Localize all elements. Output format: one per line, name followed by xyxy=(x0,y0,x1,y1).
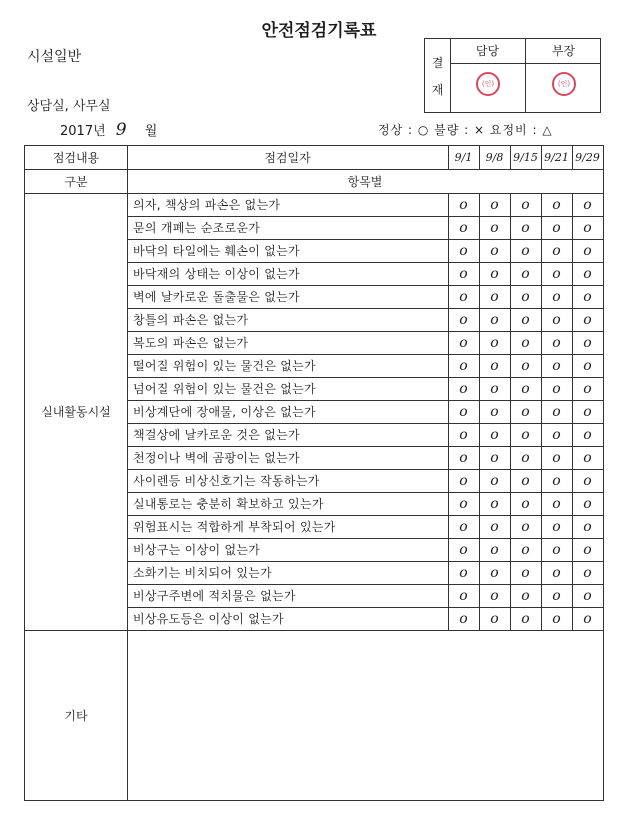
inspection-mark: o xyxy=(490,357,499,374)
inspection-item: 문의 개폐는 순조로운가 xyxy=(133,221,261,235)
inspection-mark: o xyxy=(490,449,499,466)
inspection-item: 천정이나 벽에 곰팡이는 없는가 xyxy=(133,451,300,465)
inspection-mark: o xyxy=(583,426,592,443)
inspection-mark: o xyxy=(521,587,530,604)
inspection-item: 위험표시는 적합하게 부착되어 있는가 xyxy=(133,520,336,534)
inspection-mark: o xyxy=(583,196,592,213)
inspection-mark: o xyxy=(459,587,468,604)
inspection-item: 비상구주변에 적치물은 없는가 xyxy=(133,589,296,603)
approval-label xyxy=(425,39,451,112)
inspection-mark: o xyxy=(459,495,468,512)
header-content: 점검내용 xyxy=(52,151,100,165)
inspection-mark: o xyxy=(583,587,592,604)
header-dates: 점검일자 xyxy=(264,151,311,165)
inspection-mark: o xyxy=(490,219,499,236)
inspection-item: 비상구는 이상이 없는가 xyxy=(133,543,261,557)
facility-label: 시설일반 xyxy=(27,49,82,65)
category-label: 실내활동시설 xyxy=(41,405,111,419)
inspection-mark: o xyxy=(521,196,530,213)
approval-role-staff: 담당 xyxy=(450,39,525,64)
inspection-mark: o xyxy=(583,564,592,581)
inspection-mark: o xyxy=(521,334,530,351)
inspection-item: 비상계단에 장애물, 이상은 없는가 xyxy=(133,405,316,419)
inspection-mark: o xyxy=(490,587,499,604)
inspection-mark: o xyxy=(583,219,592,236)
inspection-mark: o xyxy=(490,541,499,558)
inspection-mark: o xyxy=(552,265,561,282)
approval-col-staff xyxy=(450,39,526,112)
inspection-mark: o xyxy=(521,403,530,420)
inspection-mark: o xyxy=(552,472,561,489)
approval-stamp-manager: (인) xyxy=(552,72,576,96)
inspection-item: 실내통로는 충분히 확보하고 있는가 xyxy=(133,497,324,511)
inspection-mark: o xyxy=(459,288,468,305)
inspection-mark: o xyxy=(459,242,468,259)
header-date: 9/21 xyxy=(544,151,569,164)
approval-label-bottom: 재 xyxy=(431,82,444,97)
header-date: 9/29 xyxy=(575,151,600,164)
inspection-mark: o xyxy=(521,564,530,581)
year-month xyxy=(60,120,157,140)
inspection-item: 소화기는 비치되어 있는가 xyxy=(133,566,273,580)
inspection-mark: o xyxy=(583,403,592,420)
inspection-mark: o xyxy=(552,242,561,259)
inspection-mark: o xyxy=(459,403,468,420)
inspection-mark: o xyxy=(490,265,499,282)
inspection-mark: o xyxy=(459,311,468,328)
inspection-mark: o xyxy=(583,495,592,512)
inspection-mark: o xyxy=(521,311,530,328)
approval-label-top: 결 xyxy=(431,55,444,70)
inspection-mark: o xyxy=(459,357,468,374)
inspection-item: 복도의 파손은 없는가 xyxy=(133,336,249,350)
inspection-mark: o xyxy=(583,311,592,328)
inspection-mark: o xyxy=(552,357,561,374)
approval-col-manager xyxy=(526,39,601,112)
approval-box xyxy=(424,38,601,113)
inspection-mark: o xyxy=(459,518,468,535)
inspection-mark: o xyxy=(459,380,468,397)
inspection-mark: o xyxy=(490,518,499,535)
inspection-mark: o xyxy=(552,449,561,466)
inspection-mark: o xyxy=(459,564,468,581)
header-items: 항목별 xyxy=(347,174,383,189)
inspection-mark: o xyxy=(552,403,561,420)
inspection-mark: o xyxy=(459,219,468,236)
inspection-mark: o xyxy=(521,380,530,397)
inspection-item: 벽에 날카로운 돌출물은 없는가 xyxy=(133,290,300,304)
inspection-mark: o xyxy=(490,564,499,581)
inspection-item: 바닥재의 상태는 이상이 없는가 xyxy=(133,267,300,281)
mark-legend: 정상 : ○ 불량 : × 요정비 : △ xyxy=(378,123,553,137)
inspection-mark: o xyxy=(583,334,592,351)
inspection-mark: o xyxy=(552,518,561,535)
inspection-mark: o xyxy=(552,380,561,397)
inspection-mark: o xyxy=(552,541,561,558)
inspection-mark: o xyxy=(459,196,468,213)
inspection-mark: o xyxy=(583,518,592,535)
inspection-mark: o xyxy=(459,610,468,627)
inspection-mark: o xyxy=(490,311,499,328)
inspection-mark: o xyxy=(552,610,561,627)
inspection-mark: o xyxy=(583,357,592,374)
inspection-mark: o xyxy=(552,495,561,512)
approval-stamp-staff: (인) xyxy=(476,72,500,96)
inspection-item: 창틀의 파손은 없는가 xyxy=(133,313,249,327)
inspection-mark: o xyxy=(583,541,592,558)
inspection-mark: o xyxy=(521,288,530,305)
rooms-label: 상담실, 사무실 xyxy=(27,99,111,114)
inspection-mark: o xyxy=(459,472,468,489)
inspection-mark: o xyxy=(459,449,468,466)
inspection-mark: o xyxy=(552,311,561,328)
header-category: 구분 xyxy=(64,174,88,189)
inspection-mark: o xyxy=(583,242,592,259)
header-date: 9/1 xyxy=(454,151,473,164)
inspection-mark: o xyxy=(521,541,530,558)
inspection-mark: o xyxy=(583,449,592,466)
header-date: 9/15 xyxy=(513,151,538,164)
inspection-mark: o xyxy=(459,265,468,282)
inspection-mark: o xyxy=(583,288,592,305)
inspection-mark: o xyxy=(521,449,530,466)
inspection-mark: o xyxy=(490,196,499,213)
inspection-mark: o xyxy=(490,242,499,259)
inspection-mark: o xyxy=(521,426,530,443)
inspection-item: 비상유도등은 이상이 없는가 xyxy=(133,612,284,626)
inspection-mark: o xyxy=(552,196,561,213)
inspection-mark: o xyxy=(490,472,499,489)
inspection-mark: o xyxy=(459,334,468,351)
inspection-item: 넘어질 위험이 있는 물건은 없는가 xyxy=(133,382,316,396)
inspection-item: 바닥의 타일에는 훼손이 없는가 xyxy=(133,244,300,258)
inspection-mark: o xyxy=(583,380,592,397)
inspection-mark: o xyxy=(552,219,561,236)
inspection-item: 사이렌등 비상신호기는 작동하는가 xyxy=(133,474,320,488)
inspection-mark: o xyxy=(521,610,530,627)
inspection-mark: o xyxy=(521,495,530,512)
inspection-mark: o xyxy=(490,380,499,397)
inspection-mark: o xyxy=(552,587,561,604)
inspection-mark: o xyxy=(459,541,468,558)
year-label: 2017년 xyxy=(60,124,106,139)
inspection-item: 책걸상에 날카로운 것은 없는가 xyxy=(133,428,300,442)
inspection-mark: o xyxy=(490,334,499,351)
inspection-mark: o xyxy=(521,357,530,374)
inspection-mark: o xyxy=(583,472,592,489)
month-value: 9 xyxy=(115,120,127,140)
inspection-mark: o xyxy=(490,610,499,627)
inspection-mark: o xyxy=(583,610,592,627)
inspection-mark: o xyxy=(583,265,592,282)
inspection-mark: o xyxy=(521,219,530,236)
document-title: 안전점검기록표 xyxy=(261,21,377,41)
inspection-mark: o xyxy=(490,288,499,305)
inspection-item: 떨어질 위험이 있는 물건은 없는가 xyxy=(133,359,316,373)
inspection-mark: o xyxy=(521,242,530,259)
month-label: 월 xyxy=(144,124,158,139)
approval-role-manager: 부장 xyxy=(526,39,601,64)
inspection-mark: o xyxy=(490,495,499,512)
other-label: 기타 xyxy=(64,708,88,723)
inspection-mark: o xyxy=(552,564,561,581)
inspection-mark: o xyxy=(521,518,530,535)
inspection-item: 의자, 책상의 파손은 없는가 xyxy=(133,198,281,212)
inspection-mark: o xyxy=(552,288,561,305)
inspection-mark: o xyxy=(459,426,468,443)
header-date: 9/8 xyxy=(485,151,504,164)
inspection-mark: o xyxy=(552,426,561,443)
other-notes-area xyxy=(127,630,603,800)
inspection-mark: o xyxy=(490,403,499,420)
inspection-mark: o xyxy=(521,265,530,282)
inspection-mark: o xyxy=(490,426,499,443)
inspection-mark: o xyxy=(521,472,530,489)
inspection-table xyxy=(24,145,604,801)
inspection-mark: o xyxy=(552,334,561,351)
